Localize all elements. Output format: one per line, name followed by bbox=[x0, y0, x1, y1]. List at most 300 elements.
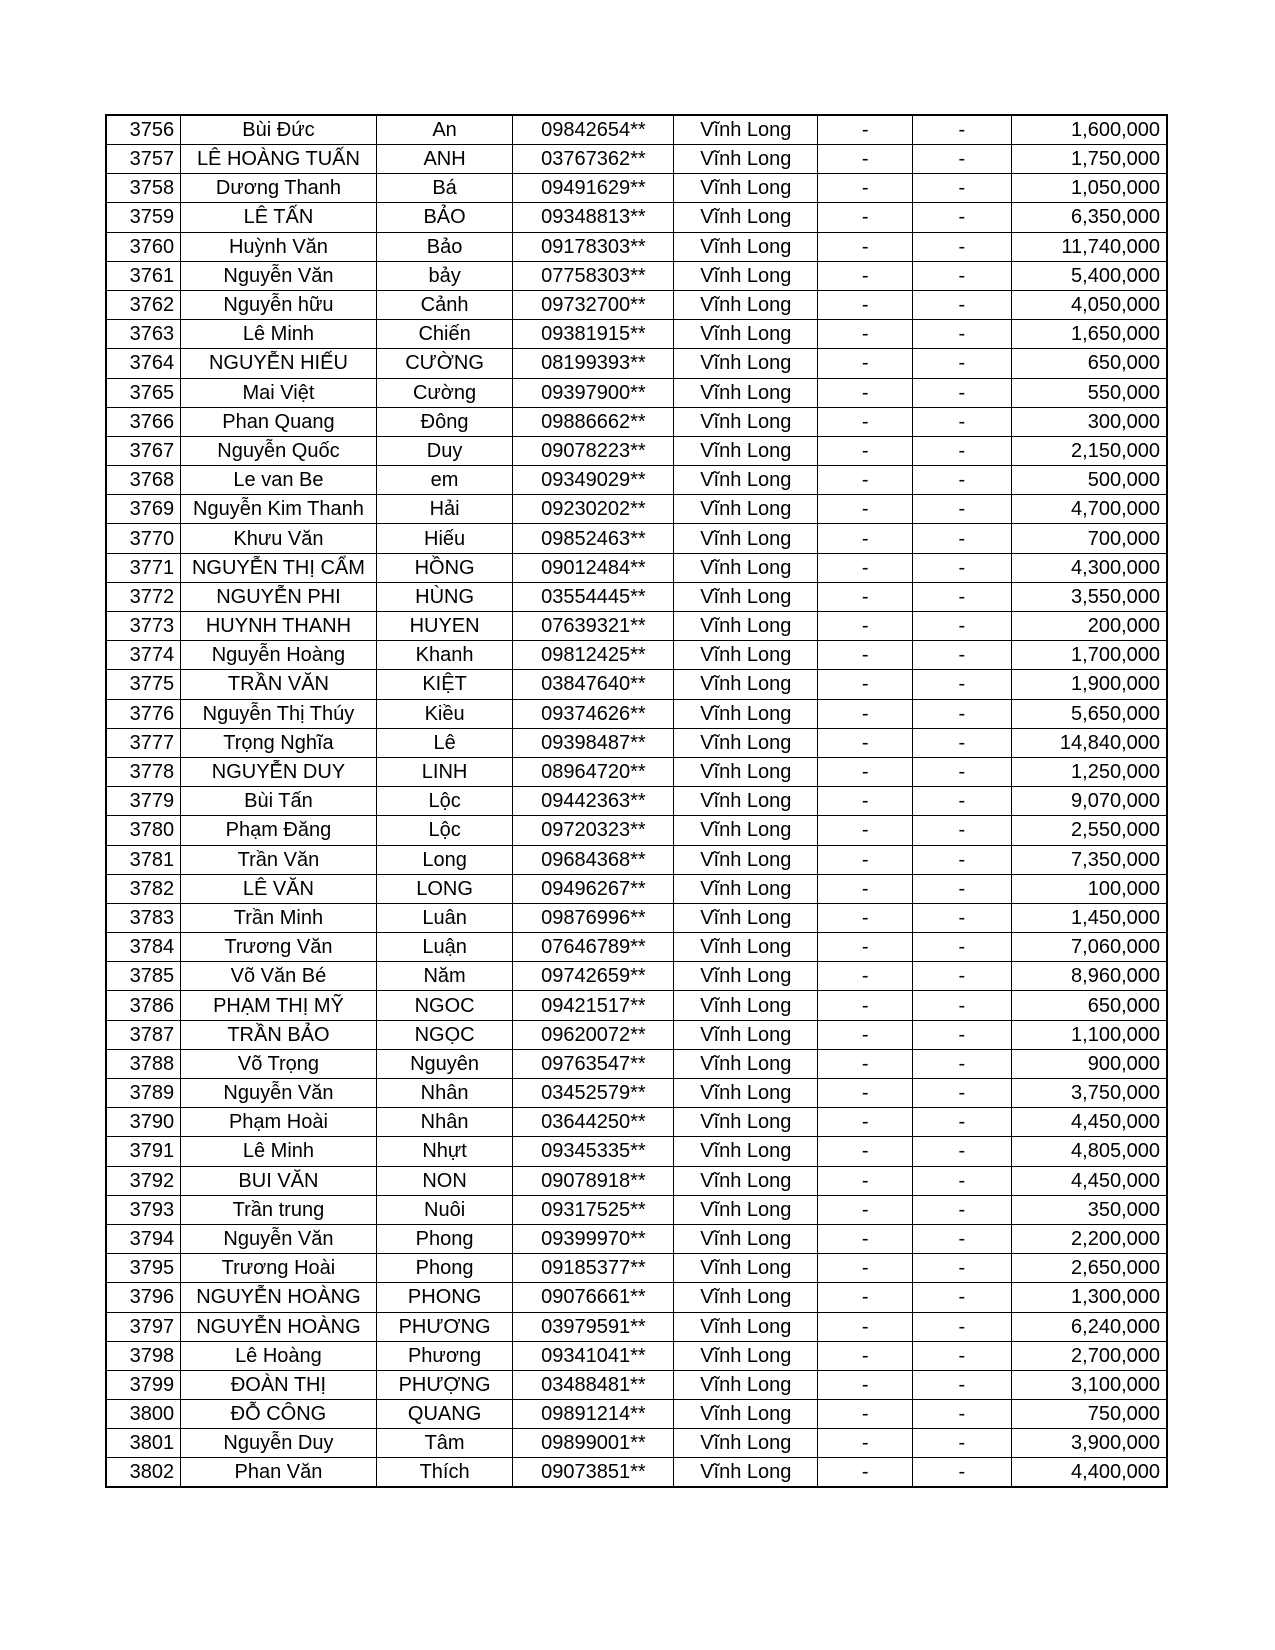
dash-cell-2: - bbox=[912, 232, 1011, 261]
amount-cell: 1,100,000 bbox=[1011, 1020, 1167, 1049]
given-name-cell: Khanh bbox=[376, 641, 513, 670]
dash-cell-1: - bbox=[818, 1283, 913, 1312]
province-cell: Vĩnh Long bbox=[674, 553, 818, 582]
phone-cell: 08964720** bbox=[513, 757, 674, 786]
province-cell: Vĩnh Long bbox=[674, 436, 818, 465]
province-cell: Vĩnh Long bbox=[674, 1108, 818, 1137]
row-number-cell: 3801 bbox=[106, 1429, 181, 1458]
dash-cell-1: - bbox=[818, 320, 913, 349]
dash-cell-2: - bbox=[912, 1108, 1011, 1137]
row-number-cell: 3770 bbox=[106, 524, 181, 553]
province-cell: Vĩnh Long bbox=[674, 1195, 818, 1224]
table-row bbox=[106, 1137, 1167, 1166]
province-cell: Vĩnh Long bbox=[674, 203, 818, 232]
amount-cell: 1,600,000 bbox=[1011, 115, 1167, 145]
dash-cell-2: - bbox=[912, 699, 1011, 728]
table-row bbox=[106, 232, 1167, 261]
dash-cell-2: - bbox=[912, 524, 1011, 553]
row-number-cell: 3762 bbox=[106, 290, 181, 319]
province-cell: Vĩnh Long bbox=[674, 1283, 818, 1312]
surname-cell: Trần Minh bbox=[181, 903, 377, 932]
row-number-cell: 3769 bbox=[106, 495, 181, 524]
amount-cell: 6,240,000 bbox=[1011, 1312, 1167, 1341]
amount-cell: 4,050,000 bbox=[1011, 290, 1167, 319]
given-name-cell: KIỆT bbox=[376, 670, 513, 699]
dash-cell-1: - bbox=[818, 495, 913, 524]
province-cell: Vĩnh Long bbox=[674, 1341, 818, 1370]
row-number-cell: 3791 bbox=[106, 1137, 181, 1166]
row-number-cell: 3759 bbox=[106, 203, 181, 232]
table-row bbox=[106, 787, 1167, 816]
phone-cell: 09076661** bbox=[513, 1283, 674, 1312]
dash-cell-1: - bbox=[818, 232, 913, 261]
amount-cell: 11,740,000 bbox=[1011, 232, 1167, 261]
province-cell: Vĩnh Long bbox=[674, 145, 818, 174]
surname-cell: Huỳnh Văn bbox=[181, 232, 377, 261]
dash-cell-1: - bbox=[818, 1458, 913, 1488]
surname-cell: Trương Hoài bbox=[181, 1254, 377, 1283]
dash-cell-1: - bbox=[818, 553, 913, 582]
surname-cell: Nguyễn Văn bbox=[181, 261, 377, 290]
row-number-cell: 3799 bbox=[106, 1370, 181, 1399]
surname-cell: Nguyễn Văn bbox=[181, 1079, 377, 1108]
row-number-cell: 3796 bbox=[106, 1283, 181, 1312]
dash-cell-2: - bbox=[912, 787, 1011, 816]
row-number-cell: 3777 bbox=[106, 728, 181, 757]
amount-cell: 1,900,000 bbox=[1011, 670, 1167, 699]
phone-cell: 07758303** bbox=[513, 261, 674, 290]
phone-cell: 03554445** bbox=[513, 582, 674, 611]
dash-cell-1: - bbox=[818, 582, 913, 611]
dash-cell-2: - bbox=[912, 495, 1011, 524]
surname-cell: Bùi Tấn bbox=[181, 787, 377, 816]
amount-cell: 500,000 bbox=[1011, 466, 1167, 495]
province-cell: Vĩnh Long bbox=[674, 757, 818, 786]
dash-cell-1: - bbox=[818, 728, 913, 757]
row-number-cell: 3758 bbox=[106, 174, 181, 203]
given-name-cell: Hải bbox=[376, 495, 513, 524]
phone-cell: 09891214** bbox=[513, 1400, 674, 1429]
phone-cell: 03979591** bbox=[513, 1312, 674, 1341]
given-name-cell: Long bbox=[376, 845, 513, 874]
amount-cell: 2,150,000 bbox=[1011, 436, 1167, 465]
amount-cell: 3,100,000 bbox=[1011, 1370, 1167, 1399]
dash-cell-1: - bbox=[818, 1341, 913, 1370]
given-name-cell: QUANG bbox=[376, 1400, 513, 1429]
amount-cell: 7,060,000 bbox=[1011, 933, 1167, 962]
dash-cell-2: - bbox=[912, 1429, 1011, 1458]
dash-cell-1: - bbox=[818, 641, 913, 670]
surname-cell: Khưu Văn bbox=[181, 524, 377, 553]
phone-cell: 08199393** bbox=[513, 349, 674, 378]
province-cell: Vĩnh Long bbox=[674, 115, 818, 145]
dash-cell-2: - bbox=[912, 1166, 1011, 1195]
province-cell: Vĩnh Long bbox=[674, 320, 818, 349]
surname-cell: Lê Minh bbox=[181, 320, 377, 349]
dash-cell-1: - bbox=[818, 699, 913, 728]
dash-cell-1: - bbox=[818, 466, 913, 495]
surname-cell: Võ Văn Bé bbox=[181, 962, 377, 991]
given-name-cell: NGỌC bbox=[376, 1020, 513, 1049]
row-number-cell: 3765 bbox=[106, 378, 181, 407]
row-number-cell: 3763 bbox=[106, 320, 181, 349]
dash-cell-2: - bbox=[912, 1079, 1011, 1108]
row-number-cell: 3783 bbox=[106, 903, 181, 932]
surname-cell: Le van Be bbox=[181, 466, 377, 495]
table-row bbox=[106, 612, 1167, 641]
province-cell: Vĩnh Long bbox=[674, 933, 818, 962]
province-cell: Vĩnh Long bbox=[674, 1137, 818, 1166]
phone-cell: 09886662** bbox=[513, 407, 674, 436]
row-number-cell: 3774 bbox=[106, 641, 181, 670]
dash-cell-2: - bbox=[912, 670, 1011, 699]
row-number-cell: 3767 bbox=[106, 436, 181, 465]
row-number-cell: 3794 bbox=[106, 1224, 181, 1253]
dash-cell-1: - bbox=[818, 115, 913, 145]
amount-cell: 100,000 bbox=[1011, 874, 1167, 903]
dash-cell-2: - bbox=[912, 203, 1011, 232]
dash-cell-2: - bbox=[912, 1049, 1011, 1078]
row-number-cell: 3768 bbox=[106, 466, 181, 495]
given-name-cell: em bbox=[376, 466, 513, 495]
dash-cell-2: - bbox=[912, 1400, 1011, 1429]
amount-cell: 700,000 bbox=[1011, 524, 1167, 553]
table-row bbox=[106, 553, 1167, 582]
amount-cell: 2,700,000 bbox=[1011, 1341, 1167, 1370]
province-cell: Vĩnh Long bbox=[674, 962, 818, 991]
phone-cell: 03847640** bbox=[513, 670, 674, 699]
table-row bbox=[106, 1079, 1167, 1108]
table-row bbox=[106, 407, 1167, 436]
dash-cell-2: - bbox=[912, 407, 1011, 436]
surname-cell: Nguyễn Kim Thanh bbox=[181, 495, 377, 524]
table-row bbox=[106, 436, 1167, 465]
dash-cell-1: - bbox=[818, 349, 913, 378]
dash-cell-1: - bbox=[818, 1049, 913, 1078]
dash-cell-2: - bbox=[912, 991, 1011, 1020]
dash-cell-2: - bbox=[912, 933, 1011, 962]
row-number-cell: 3779 bbox=[106, 787, 181, 816]
table-row bbox=[106, 641, 1167, 670]
table-row bbox=[106, 1049, 1167, 1078]
amount-cell: 750,000 bbox=[1011, 1400, 1167, 1429]
phone-cell: 09496267** bbox=[513, 874, 674, 903]
dash-cell-1: - bbox=[818, 670, 913, 699]
province-cell: Vĩnh Long bbox=[674, 874, 818, 903]
phone-cell: 09374626** bbox=[513, 699, 674, 728]
surname-cell: BUI VĂN bbox=[181, 1166, 377, 1195]
table-row bbox=[106, 290, 1167, 319]
dash-cell-1: - bbox=[818, 1195, 913, 1224]
table-row bbox=[106, 845, 1167, 874]
dash-cell-2: - bbox=[912, 466, 1011, 495]
province-cell: Vĩnh Long bbox=[674, 1370, 818, 1399]
table-body bbox=[106, 115, 1167, 1487]
amount-cell: 200,000 bbox=[1011, 612, 1167, 641]
dash-cell-2: - bbox=[912, 845, 1011, 874]
phone-cell: 03767362** bbox=[513, 145, 674, 174]
table-row bbox=[106, 1108, 1167, 1137]
table-row bbox=[106, 1283, 1167, 1312]
table-row bbox=[106, 1020, 1167, 1049]
amount-cell: 1,300,000 bbox=[1011, 1283, 1167, 1312]
province-cell: Vĩnh Long bbox=[674, 1458, 818, 1488]
given-name-cell: NON bbox=[376, 1166, 513, 1195]
dash-cell-1: - bbox=[818, 816, 913, 845]
dash-cell-1: - bbox=[818, 145, 913, 174]
dash-cell-2: - bbox=[912, 349, 1011, 378]
given-name-cell: Thích bbox=[376, 1458, 513, 1488]
province-cell: Vĩnh Long bbox=[674, 466, 818, 495]
dash-cell-1: - bbox=[818, 933, 913, 962]
row-number-cell: 3786 bbox=[106, 991, 181, 1020]
table-row bbox=[106, 1370, 1167, 1399]
row-number-cell: 3800 bbox=[106, 1400, 181, 1429]
table-row bbox=[106, 728, 1167, 757]
given-name-cell: Đông bbox=[376, 407, 513, 436]
phone-cell: 09185377** bbox=[513, 1254, 674, 1283]
amount-cell: 3,750,000 bbox=[1011, 1079, 1167, 1108]
dash-cell-1: - bbox=[818, 1020, 913, 1049]
table-row bbox=[106, 933, 1167, 962]
phone-cell: 09178303** bbox=[513, 232, 674, 261]
phone-cell: 09398487** bbox=[513, 728, 674, 757]
table-row bbox=[106, 466, 1167, 495]
row-number-cell: 3795 bbox=[106, 1254, 181, 1283]
table-row bbox=[106, 349, 1167, 378]
amount-cell: 4,400,000 bbox=[1011, 1458, 1167, 1488]
dash-cell-1: - bbox=[818, 991, 913, 1020]
phone-cell: 09078223** bbox=[513, 436, 674, 465]
amount-cell: 1,250,000 bbox=[1011, 757, 1167, 786]
table-row bbox=[106, 495, 1167, 524]
surname-cell: Nguyễn Văn bbox=[181, 1224, 377, 1253]
phone-cell: 09230202** bbox=[513, 495, 674, 524]
given-name-cell: CƯỜNG bbox=[376, 349, 513, 378]
table-row bbox=[106, 378, 1167, 407]
table-row bbox=[106, 1166, 1167, 1195]
phone-cell: 09073851** bbox=[513, 1458, 674, 1488]
dash-cell-1: - bbox=[818, 903, 913, 932]
surname-cell: Lê Hoàng bbox=[181, 1341, 377, 1370]
row-number-cell: 3792 bbox=[106, 1166, 181, 1195]
table-row bbox=[106, 1254, 1167, 1283]
dash-cell-2: - bbox=[912, 1458, 1011, 1488]
surname-cell: Nguyễn Quốc bbox=[181, 436, 377, 465]
province-cell: Vĩnh Long bbox=[674, 1429, 818, 1458]
dash-cell-2: - bbox=[912, 612, 1011, 641]
row-number-cell: 3764 bbox=[106, 349, 181, 378]
province-cell: Vĩnh Long bbox=[674, 787, 818, 816]
surname-cell: Phạm Hoài bbox=[181, 1108, 377, 1137]
phone-cell: 09341041** bbox=[513, 1341, 674, 1370]
dash-cell-2: - bbox=[912, 1254, 1011, 1283]
province-cell: Vĩnh Long bbox=[674, 1312, 818, 1341]
amount-cell: 8,960,000 bbox=[1011, 962, 1167, 991]
given-name-cell: Cường bbox=[376, 378, 513, 407]
given-name-cell: LINH bbox=[376, 757, 513, 786]
dash-cell-1: - bbox=[818, 874, 913, 903]
dash-cell-1: - bbox=[818, 1254, 913, 1283]
province-cell: Vĩnh Long bbox=[674, 991, 818, 1020]
given-name-cell: bảy bbox=[376, 261, 513, 290]
amount-cell: 4,300,000 bbox=[1011, 553, 1167, 582]
dash-cell-1: - bbox=[818, 174, 913, 203]
amount-cell: 4,700,000 bbox=[1011, 495, 1167, 524]
surname-cell: Trần Văn bbox=[181, 845, 377, 874]
dash-cell-2: - bbox=[912, 1020, 1011, 1049]
surname-cell: Trần trung bbox=[181, 1195, 377, 1224]
phone-cell: 09348813** bbox=[513, 203, 674, 232]
table-row bbox=[106, 1458, 1167, 1488]
dash-cell-1: - bbox=[818, 1137, 913, 1166]
given-name-cell: HUYEN bbox=[376, 612, 513, 641]
amount-cell: 1,700,000 bbox=[1011, 641, 1167, 670]
phone-cell: 03644250** bbox=[513, 1108, 674, 1137]
province-cell: Vĩnh Long bbox=[674, 1224, 818, 1253]
given-name-cell: Phong bbox=[376, 1254, 513, 1283]
dash-cell-2: - bbox=[912, 1195, 1011, 1224]
amount-cell: 4,450,000 bbox=[1011, 1108, 1167, 1137]
dash-cell-1: - bbox=[818, 1429, 913, 1458]
amount-cell: 2,200,000 bbox=[1011, 1224, 1167, 1253]
amount-cell: 7,350,000 bbox=[1011, 845, 1167, 874]
table-row bbox=[106, 1429, 1167, 1458]
phone-cell: 09852463** bbox=[513, 524, 674, 553]
dash-cell-2: - bbox=[912, 320, 1011, 349]
amount-cell: 6,350,000 bbox=[1011, 203, 1167, 232]
dash-cell-2: - bbox=[912, 115, 1011, 145]
surname-cell: NGUYỄN THỊ CẨM bbox=[181, 553, 377, 582]
table-row bbox=[106, 582, 1167, 611]
province-cell: Vĩnh Long bbox=[674, 378, 818, 407]
dash-cell-2: - bbox=[912, 1283, 1011, 1312]
province-cell: Vĩnh Long bbox=[674, 845, 818, 874]
phone-cell: 09763547** bbox=[513, 1049, 674, 1078]
table-row bbox=[106, 1224, 1167, 1253]
given-name-cell: Luân bbox=[376, 903, 513, 932]
table-row bbox=[106, 1341, 1167, 1370]
phone-cell: 09012484** bbox=[513, 553, 674, 582]
table-row bbox=[106, 874, 1167, 903]
province-cell: Vĩnh Long bbox=[674, 495, 818, 524]
surname-cell: Nguyễn Duy bbox=[181, 1429, 377, 1458]
amount-cell: 900,000 bbox=[1011, 1049, 1167, 1078]
surname-cell: TRẦN BẢO bbox=[181, 1020, 377, 1049]
province-cell: Vĩnh Long bbox=[674, 261, 818, 290]
given-name-cell: HỒNG bbox=[376, 553, 513, 582]
given-name-cell: Phương bbox=[376, 1341, 513, 1370]
amount-cell: 4,450,000 bbox=[1011, 1166, 1167, 1195]
province-cell: Vĩnh Long bbox=[674, 290, 818, 319]
phone-cell: 07646789** bbox=[513, 933, 674, 962]
table-row bbox=[106, 991, 1167, 1020]
row-number-cell: 3787 bbox=[106, 1020, 181, 1049]
amount-cell: 650,000 bbox=[1011, 349, 1167, 378]
dash-cell-2: - bbox=[912, 728, 1011, 757]
amount-cell: 14,840,000 bbox=[1011, 728, 1167, 757]
given-name-cell: Cảnh bbox=[376, 290, 513, 319]
phone-cell: 09684368** bbox=[513, 845, 674, 874]
surname-cell: NGUYỄN HOÀNG bbox=[181, 1312, 377, 1341]
dash-cell-2: - bbox=[912, 641, 1011, 670]
dash-cell-2: - bbox=[912, 1341, 1011, 1370]
dash-cell-1: - bbox=[818, 757, 913, 786]
dash-cell-2: - bbox=[912, 1224, 1011, 1253]
province-cell: Vĩnh Long bbox=[674, 407, 818, 436]
dash-cell-1: - bbox=[818, 203, 913, 232]
given-name-cell: An bbox=[376, 115, 513, 145]
amount-cell: 350,000 bbox=[1011, 1195, 1167, 1224]
surname-cell: HUYNH THANH bbox=[181, 612, 377, 641]
province-cell: Vĩnh Long bbox=[674, 641, 818, 670]
row-number-cell: 3760 bbox=[106, 232, 181, 261]
row-number-cell: 3757 bbox=[106, 145, 181, 174]
surname-cell: Nguyễn Thị Thúy bbox=[181, 699, 377, 728]
dash-cell-2: - bbox=[912, 1137, 1011, 1166]
given-name-cell: Bảo bbox=[376, 232, 513, 261]
row-number-cell: 3793 bbox=[106, 1195, 181, 1224]
surname-cell: Phan Văn bbox=[181, 1458, 377, 1488]
row-number-cell: 3790 bbox=[106, 1108, 181, 1137]
amount-cell: 300,000 bbox=[1011, 407, 1167, 436]
row-number-cell: 3797 bbox=[106, 1312, 181, 1341]
table-row bbox=[106, 699, 1167, 728]
given-name-cell: Phong bbox=[376, 1224, 513, 1253]
given-name-cell: Duy bbox=[376, 436, 513, 465]
province-cell: Vĩnh Long bbox=[674, 1166, 818, 1195]
row-number-cell: 3756 bbox=[106, 115, 181, 145]
data-table bbox=[105, 114, 1168, 1488]
surname-cell: LÊ TẤN bbox=[181, 203, 377, 232]
dash-cell-1: - bbox=[818, 1079, 913, 1108]
given-name-cell: HÙNG bbox=[376, 582, 513, 611]
amount-cell: 2,650,000 bbox=[1011, 1254, 1167, 1283]
surname-cell: ĐOÀN THỊ bbox=[181, 1370, 377, 1399]
amount-cell: 550,000 bbox=[1011, 378, 1167, 407]
row-number-cell: 3782 bbox=[106, 874, 181, 903]
phone-cell: 09720323** bbox=[513, 816, 674, 845]
table-row bbox=[106, 962, 1167, 991]
dash-cell-2: - bbox=[912, 874, 1011, 903]
surname-cell: Phan Quang bbox=[181, 407, 377, 436]
dash-cell-2: - bbox=[912, 145, 1011, 174]
phone-cell: 09812425** bbox=[513, 641, 674, 670]
amount-cell: 5,650,000 bbox=[1011, 699, 1167, 728]
dash-cell-1: - bbox=[818, 290, 913, 319]
amount-cell: 650,000 bbox=[1011, 991, 1167, 1020]
surname-cell: Lê Minh bbox=[181, 1137, 377, 1166]
row-number-cell: 3761 bbox=[106, 261, 181, 290]
table-row bbox=[106, 816, 1167, 845]
given-name-cell: Lộc bbox=[376, 787, 513, 816]
given-name-cell: Hiếu bbox=[376, 524, 513, 553]
given-name-cell: Lộc bbox=[376, 816, 513, 845]
given-name-cell: LONG bbox=[376, 874, 513, 903]
row-number-cell: 3776 bbox=[106, 699, 181, 728]
dash-cell-2: - bbox=[912, 816, 1011, 845]
phone-cell: 09399970** bbox=[513, 1224, 674, 1253]
dash-cell-1: - bbox=[818, 407, 913, 436]
phone-cell: 09397900** bbox=[513, 378, 674, 407]
given-name-cell: Chiến bbox=[376, 320, 513, 349]
table-row bbox=[106, 320, 1167, 349]
dash-cell-1: - bbox=[818, 1108, 913, 1137]
surname-cell: Trương Văn bbox=[181, 933, 377, 962]
dash-cell-2: - bbox=[912, 582, 1011, 611]
given-name-cell: Tâm bbox=[376, 1429, 513, 1458]
province-cell: Vĩnh Long bbox=[674, 1049, 818, 1078]
